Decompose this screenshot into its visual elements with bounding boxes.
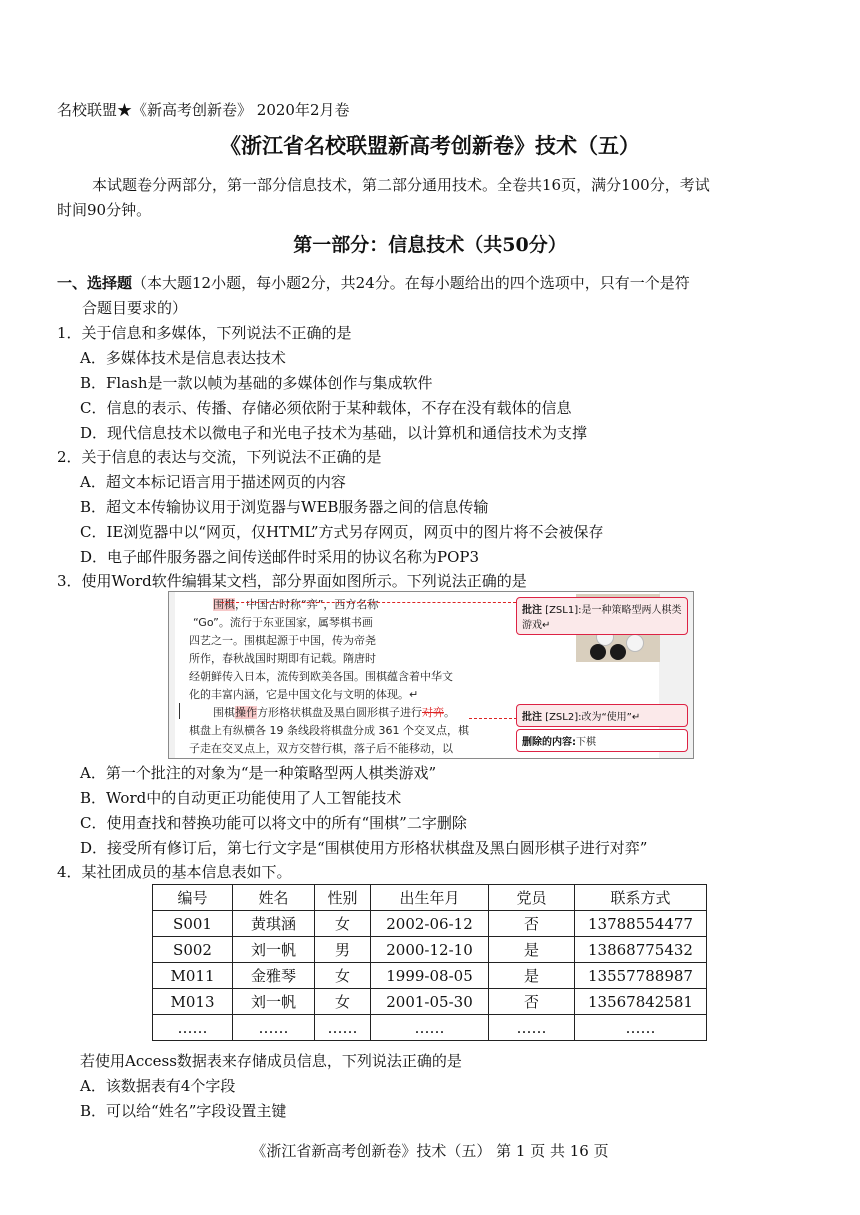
comment-2	[516, 704, 688, 727]
table-row	[153, 911, 707, 937]
q3-option-a: A．第一个批注的对象为“是一种策略型两人棋类游戏”	[80, 764, 437, 782]
table-header: 党员	[489, 885, 575, 911]
doc-line-7-b: 方形格状棋盘及黑白圆形棋子进行	[257, 706, 422, 719]
comment-2-text: [ZSL2]:改为“使用”↵	[542, 712, 641, 723]
doc-deleted-text: 对弈	[422, 706, 444, 719]
table-header: 性别	[315, 885, 371, 911]
table-cell: 否	[489, 989, 575, 1015]
q3-option-d: D．接受所有修订后，第七行文字是“围棋使用方形格状棋盘及黑白圆形棋子进行对弈”	[80, 839, 648, 857]
table-cell: ……	[233, 1015, 315, 1041]
comment-1-text: [ZSL1]:是一种策略型两人棋类	[542, 605, 682, 616]
comment-1	[516, 597, 688, 635]
table-row	[153, 989, 707, 1015]
doc-line-8: 棋盘上有纵横各 19 条线段将棋盘分成 361 个交叉点，棋	[189, 724, 469, 737]
table-cell: 金雅琴	[233, 963, 315, 989]
comment-1-text-2: 游戏↵	[522, 620, 551, 631]
doc-line-2: “Go”。流行于东亚国家，属琴棋书画	[193, 616, 373, 629]
table-cell: ……	[489, 1015, 575, 1041]
exam-header: 名校联盟★《新高考创新卷》 2020年2月卷	[57, 101, 350, 119]
table-cell: 13868775432	[575, 937, 707, 963]
q1-option-b: B．Flash是一款以帧为基础的多媒体创作与集成软件	[80, 374, 433, 392]
doc-line-1	[213, 596, 378, 612]
q3-stem: 3．使用Word软件编辑某文档，部分界面如图所示。下列说法正确的是	[57, 572, 527, 590]
comment-1-label: 批注	[522, 605, 542, 616]
doc-line-5: 经朝鲜传入日本，流传到欧美各国。围棋蕴含着中华文	[189, 670, 453, 683]
section-desc-2: 合题目要求的）	[82, 299, 188, 317]
table-cell: ……	[575, 1015, 707, 1041]
comment-2-label: 批注	[522, 712, 542, 723]
table-header: 编号	[153, 885, 233, 911]
section-desc-1: （本大题12小题，每小题2分，共24分。在每小题给出的四个选项中，只有一个是符	[132, 274, 690, 292]
intro-line-2: 时间90分钟。	[57, 201, 152, 219]
page-title: 《浙江省名校联盟新高考创新卷》技术（五）	[220, 133, 640, 158]
table-cell: 刘一帆	[233, 937, 315, 963]
table-cell: 13788554477	[575, 911, 707, 937]
doc-line-1-rest: ，中国古时称“弈”，西方名称	[235, 598, 379, 611]
q1-option-c: C．信息的表示、传播、存储必须依附于某种载体，不存在没有载体的信息	[80, 399, 572, 417]
doc-line-4: 所作，春秋战国时期即有记载。隋唐时	[189, 652, 376, 665]
table-header: 联系方式	[575, 885, 707, 911]
q3-option-c: C．使用查找和替换功能可以将文中的所有“围棋”二字删除	[80, 814, 467, 832]
doc-line-6: 化的丰富内涵，它是中国文化与文明的体现。↵	[189, 688, 419, 701]
table-cell: 女	[315, 963, 371, 989]
table-header: 姓名	[233, 885, 315, 911]
q2-option-c: C．IE浏览器中以“网页，仅HTML”方式另存网页，网页中的图片将不会被保存	[80, 523, 604, 541]
q1-option-a: A．多媒体技术是信息表达技术	[80, 349, 286, 367]
comment2-connector	[469, 718, 517, 719]
table-cell: M011	[153, 963, 233, 989]
q2-option-b: B．超文本传输协议用于浏览器与WEB服务器之间的信息传输	[80, 498, 489, 516]
q1-stem: 1．关于信息和多媒体，下列说法不正确的是	[57, 324, 352, 342]
table-row	[153, 937, 707, 963]
word-screenshot	[168, 591, 694, 759]
table-cell: 女	[315, 911, 371, 937]
table-cell: S002	[153, 937, 233, 963]
table-cell: 1999-08-05	[371, 963, 489, 989]
table-cell: 男	[315, 937, 371, 963]
table-cell: ……	[153, 1015, 233, 1041]
doc-line-3: 四艺之一。围棋起源于中国，传为帝尧	[189, 634, 376, 647]
table-cell: 女	[315, 989, 371, 1015]
q2-stem: 2．关于信息的表达与交流，下列说法不正确的是	[57, 448, 382, 466]
q3-option-b: B．Word中的自动更正功能使用了人工智能技术	[80, 789, 402, 807]
table-cell: M013	[153, 989, 233, 1015]
doc-line-7	[213, 704, 455, 720]
q4-followup: 若使用Access数据表来存储成员信息，下列说法正确的是	[80, 1052, 462, 1070]
q2-option-a: A．超文本标记语言用于描述网页的内容	[80, 473, 346, 491]
table-cell: 刘一帆	[233, 989, 315, 1015]
q4-stem: 4．某社团成员的基本信息表如下。	[57, 863, 292, 881]
deleted-content-balloon	[516, 729, 688, 752]
q4-option-b: B．可以给“姓名”字段设置主键	[80, 1102, 287, 1120]
doc-line-7-end: 。	[444, 706, 455, 719]
table-row	[153, 963, 707, 989]
table-cell: 是	[489, 963, 575, 989]
table-cell: ……	[371, 1015, 489, 1041]
table-cell: S001	[153, 911, 233, 937]
section-label: 一、选择题	[57, 274, 133, 292]
table-cell: 2002-06-12	[371, 911, 489, 937]
table-cell: 2000-12-10	[371, 937, 489, 963]
table-cell: 黄琪涵	[233, 911, 315, 937]
q2-option-d: D．电子邮件服务器之间传送邮件时采用的协议名称为POP3	[80, 548, 480, 566]
q4-option-a: A．该数据表有4个字段	[80, 1077, 236, 1095]
comment-3-label: 删除的内容:	[522, 737, 576, 748]
part-title: 第一部分：信息技术（共50分）	[293, 234, 567, 256]
comment1-connector	[221, 602, 516, 603]
table-cell: 否	[489, 911, 575, 937]
table-cell: 13567842581	[575, 989, 707, 1015]
doc-highlight-weiqi: 围棋	[213, 598, 235, 611]
table-row	[153, 1015, 707, 1041]
member-table	[152, 884, 707, 1041]
doc-line-9: 子走在交叉点上，双方交替行棋，落子后不能移动，以	[189, 742, 453, 755]
table-cell: 13557788987	[575, 963, 707, 989]
revision-bar	[179, 703, 180, 719]
section-heading	[57, 272, 690, 293]
comment-3-text: 下棋	[576, 737, 596, 748]
table-cell: 是	[489, 937, 575, 963]
intro-line-1: 本试题卷分两部分，第一部分信息技术，第二部分通用技术。全卷共16页，满分100分，考试	[92, 176, 710, 194]
table-cell: 2001-05-30	[371, 989, 489, 1015]
q1-option-d: D．现代信息技术以微电子和光电子技术为基础，以计算机和通信技术为支撑	[80, 424, 588, 442]
table-cell: ……	[315, 1015, 371, 1041]
page-footer: 《浙江省新高考创新卷》技术（五） 第 1 页 共 16 页	[251, 1142, 609, 1160]
table-header: 出生年月	[371, 885, 489, 911]
doc-line-7-a: 围棋	[213, 706, 235, 719]
table-header-row	[153, 885, 707, 911]
doc-inserted-text: 操作	[235, 706, 257, 719]
